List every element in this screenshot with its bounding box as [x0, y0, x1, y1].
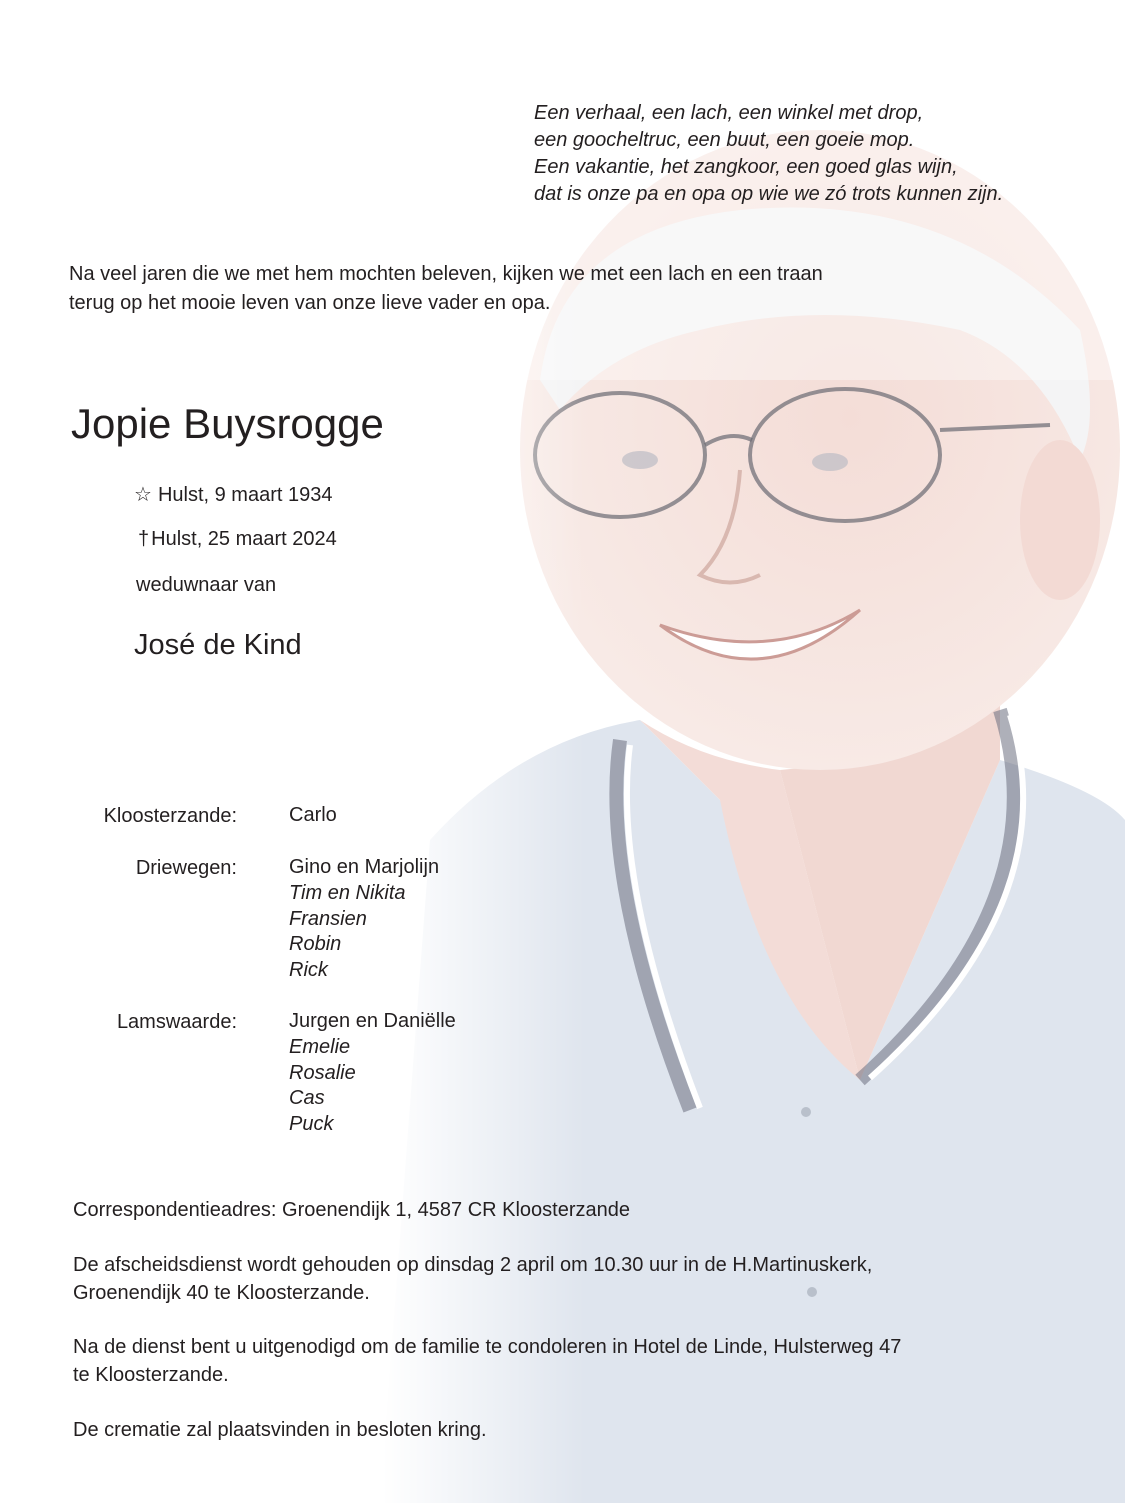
intro-line: Na veel jaren die we met hem mochten beleven, kijken we met een lach en een traan	[69, 263, 823, 285]
intro-text	[69, 260, 823, 318]
intro-line: terug op het mooie leven van onze lieve vader en opa.	[69, 292, 551, 314]
correspondence-address: Correspondentieadres: Groenendijk 1, 4587 CR Kloosterzande	[73, 1199, 631, 1221]
grandchild: Puck	[289, 1113, 334, 1136]
family-place: Lamswaarde:	[116, 1011, 237, 1033]
family-members	[289, 855, 439, 984]
grandchild: Rick	[289, 959, 328, 982]
cremation-info: De crematie zal plaatsvinden in besloten kring.	[73, 1419, 487, 1441]
family-head: Jurgen en Daniëlle	[289, 1010, 456, 1032]
service-line: De afscheidsdienst wordt gehouden op dinsdag 2 april om 10.30 uur in de H.Martinuskerk,	[73, 1254, 873, 1276]
grandchild: Emelie	[289, 1035, 351, 1058]
poem-line: Een verhaal, een lach, een winkel met drop,	[534, 102, 924, 124]
grandchild: Rosalie	[289, 1061, 356, 1084]
deceased-name: Jopie Buysrogge	[71, 400, 384, 447]
service-info	[73, 1251, 872, 1307]
grandchild: Tim en Nikita	[289, 881, 406, 904]
poem-line: dat is onze pa en opa op wie we zó trots kunnen zijn.	[534, 183, 1004, 205]
birth-date: Hulst, 9 maart 1934	[157, 484, 333, 506]
poem-line: een goocheltruc, een buut, een goeie mop.	[534, 129, 915, 151]
birth-line	[134, 482, 332, 508]
poem	[534, 100, 1003, 208]
family-place: Kloosterzande:	[103, 805, 237, 827]
grandchild: Robin	[289, 933, 342, 956]
family-head: Gino en Marjolijn	[289, 856, 440, 878]
grandchild: Fransien	[289, 907, 367, 930]
poem-line: Een vakantie, het zangkoor, een goed glas wijn,	[534, 156, 958, 178]
service-line: Groenendijk 40 te Kloosterzande.	[73, 1282, 370, 1304]
widow-label: weduwnaar van	[136, 574, 277, 596]
death-date: Hulst, 25 maart 2024	[151, 528, 337, 550]
condolence-line: te Kloosterzande.	[73, 1364, 229, 1386]
spouse-name: José de Kind	[134, 629, 302, 661]
family-place: Driewegen:	[135, 857, 237, 879]
family-head: Carlo	[289, 804, 337, 826]
family-members	[289, 803, 337, 829]
cross-icon: †	[138, 528, 150, 550]
condolence-line: Na de dienst bent u uitgenodigd om de familie te condoleren in Hotel de Linde, Hulsterweg 47	[73, 1336, 902, 1358]
grandchild: Cas	[289, 1087, 325, 1110]
family-members	[289, 1009, 456, 1138]
condolence-info	[73, 1333, 901, 1389]
death-line	[134, 526, 337, 552]
star-icon: ☆	[134, 484, 152, 506]
